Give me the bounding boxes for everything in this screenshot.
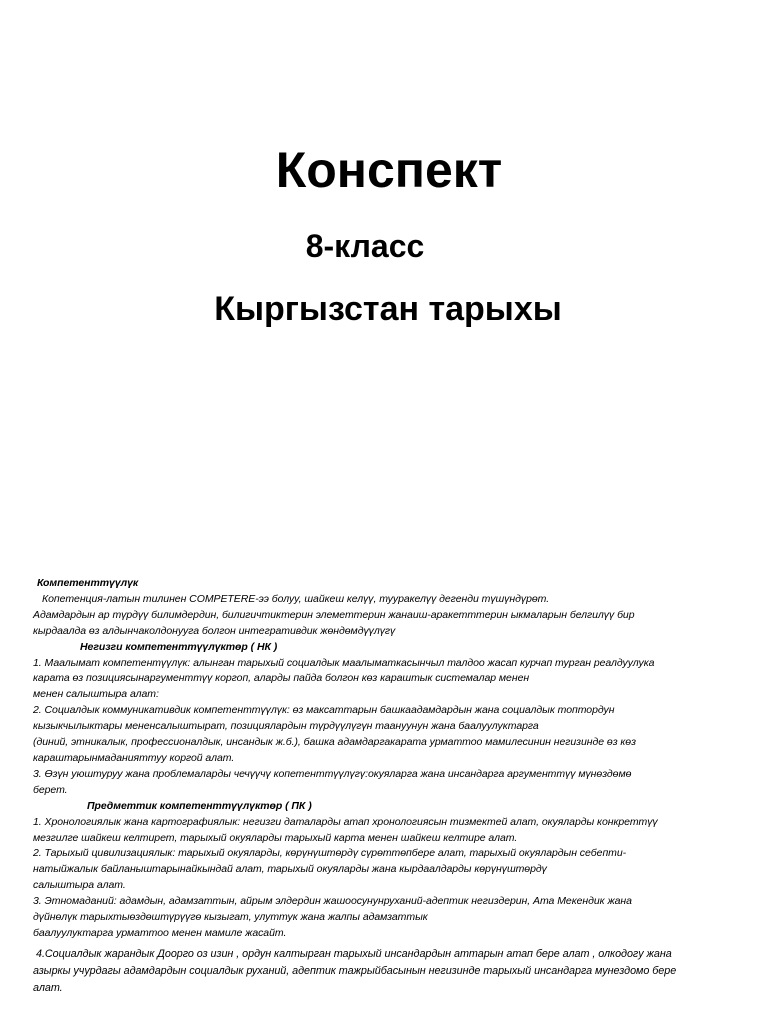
text-line: 3. Этномаданий: адамдын, адамзаттын, айрым элдердин жашоосунунруханий-адептик негиздерин, Ата Мекендик жана	[33, 895, 632, 908]
text-line: 2. Социалдык коммуникативдик компетенттүүлүк: өз максаттарын башкаадамдардын жана социалдык топтордун	[33, 704, 615, 717]
subject-heading: Кыргызстан тарыхы	[214, 290, 562, 328]
text-line: Копетенция-латын тилинен COMPETERE-ээ болуу, шайкеш келүү, тууракелүү дегенди түшүндүрөт.	[42, 592, 550, 605]
text-line: салыштыра алат.	[33, 879, 126, 892]
document-title: Конспект	[275, 142, 503, 198]
grade-heading: 8-класс	[305, 228, 425, 264]
text-line: кырдаалда өз алдынчаколдонууга болгон интегративдик жөндөмдүүлүгү	[33, 624, 396, 637]
text-line: 3. Өзүн уюштуруу жана проблемаларды чечүүчү копетенттүүлүгү:окуяларга жана инсандарга аргументтүү мүнөздөмө	[33, 767, 632, 780]
text-line: мезгилге шайкеш келтирет, тарыхый окуяларды тарыхый карта менен шайкеш келтире алат.	[33, 831, 518, 844]
text-line: менен салыштыра алат:	[33, 688, 159, 701]
text-line: 4.Социалдык жарандык Доорго оз изин , ордун калтырган тарыхый инсандардын аттарын атап бере алат , олкодогу жана	[36, 947, 672, 960]
text-line: дүйнөлүк тарыхтыөздөштүрүүгө кызыгат, улуттук жана жалпы адамзаттык	[33, 911, 428, 924]
text-line: азыркы учурдагы адамдардын социалдык руханий, адептик тажрыйбасынын негизинде тарыхый инсандарга мунездомо бере	[33, 964, 677, 977]
text-line: карата өз позициясынаргументтүү коргоп, аларды пайда болгон көз караштык системалар менен	[33, 672, 530, 685]
text-line: (диний, этникалык, профессионалдык, инсандык ж.б.), башка адамдаргакарата урматтоо мамилесинин негизинде өз көз	[33, 736, 636, 749]
text-line: Адамдардын ар түрдүү билимдердин, билигичтиктерин элеметтерин жанаиш-аракетттерин ыкмаларын белгилүү бир	[33, 608, 635, 621]
heading-key-competences: Негизги компетенттүүлүктөр ( НК )	[80, 640, 278, 653]
text-line: 2. Тарыхый цивилизациялык: тарыхый окуяларды, көрүнүштөрдү сүрөттөпбере алат, тарыхый окуялардын себепти-	[33, 847, 627, 860]
text-line: натыйжалык байланыштарынайкындай алат, тарыхый окуяларды жана кырдаалдарды көрүнүштөрдү	[33, 863, 547, 876]
text-line: 1. Хронологиялык жана картографиялык: негизги даталарды атап хронологиясын тизмектей алат, окуяларды конкреттүү	[33, 815, 658, 828]
text-line: кызыкчылыктары мененсалыштырат, позициялардын түрдүүлүгүн таануунун жана баалуулуктарга	[33, 720, 539, 733]
heading-competence: Компетенттүүлүк	[37, 577, 139, 589]
text-line: караштарынмаданияттуу коргой алат.	[33, 751, 235, 764]
text-line: 1. Маалымат компетентүүлүк: алынган тарыхый социалдык маалыматкасынчыл талдоо жасап курчап турган реалдуулука	[33, 656, 655, 669]
text-line: алат.	[33, 981, 63, 994]
body-text	[33, 576, 747, 997]
heading-subject-competences: Предметтик компетенттүүлүктөр ( ПК )	[87, 799, 312, 812]
text-line: берет.	[33, 783, 68, 796]
text-line: баалуулуктарга урматтоо менен мамиле жасайт.	[33, 926, 287, 939]
